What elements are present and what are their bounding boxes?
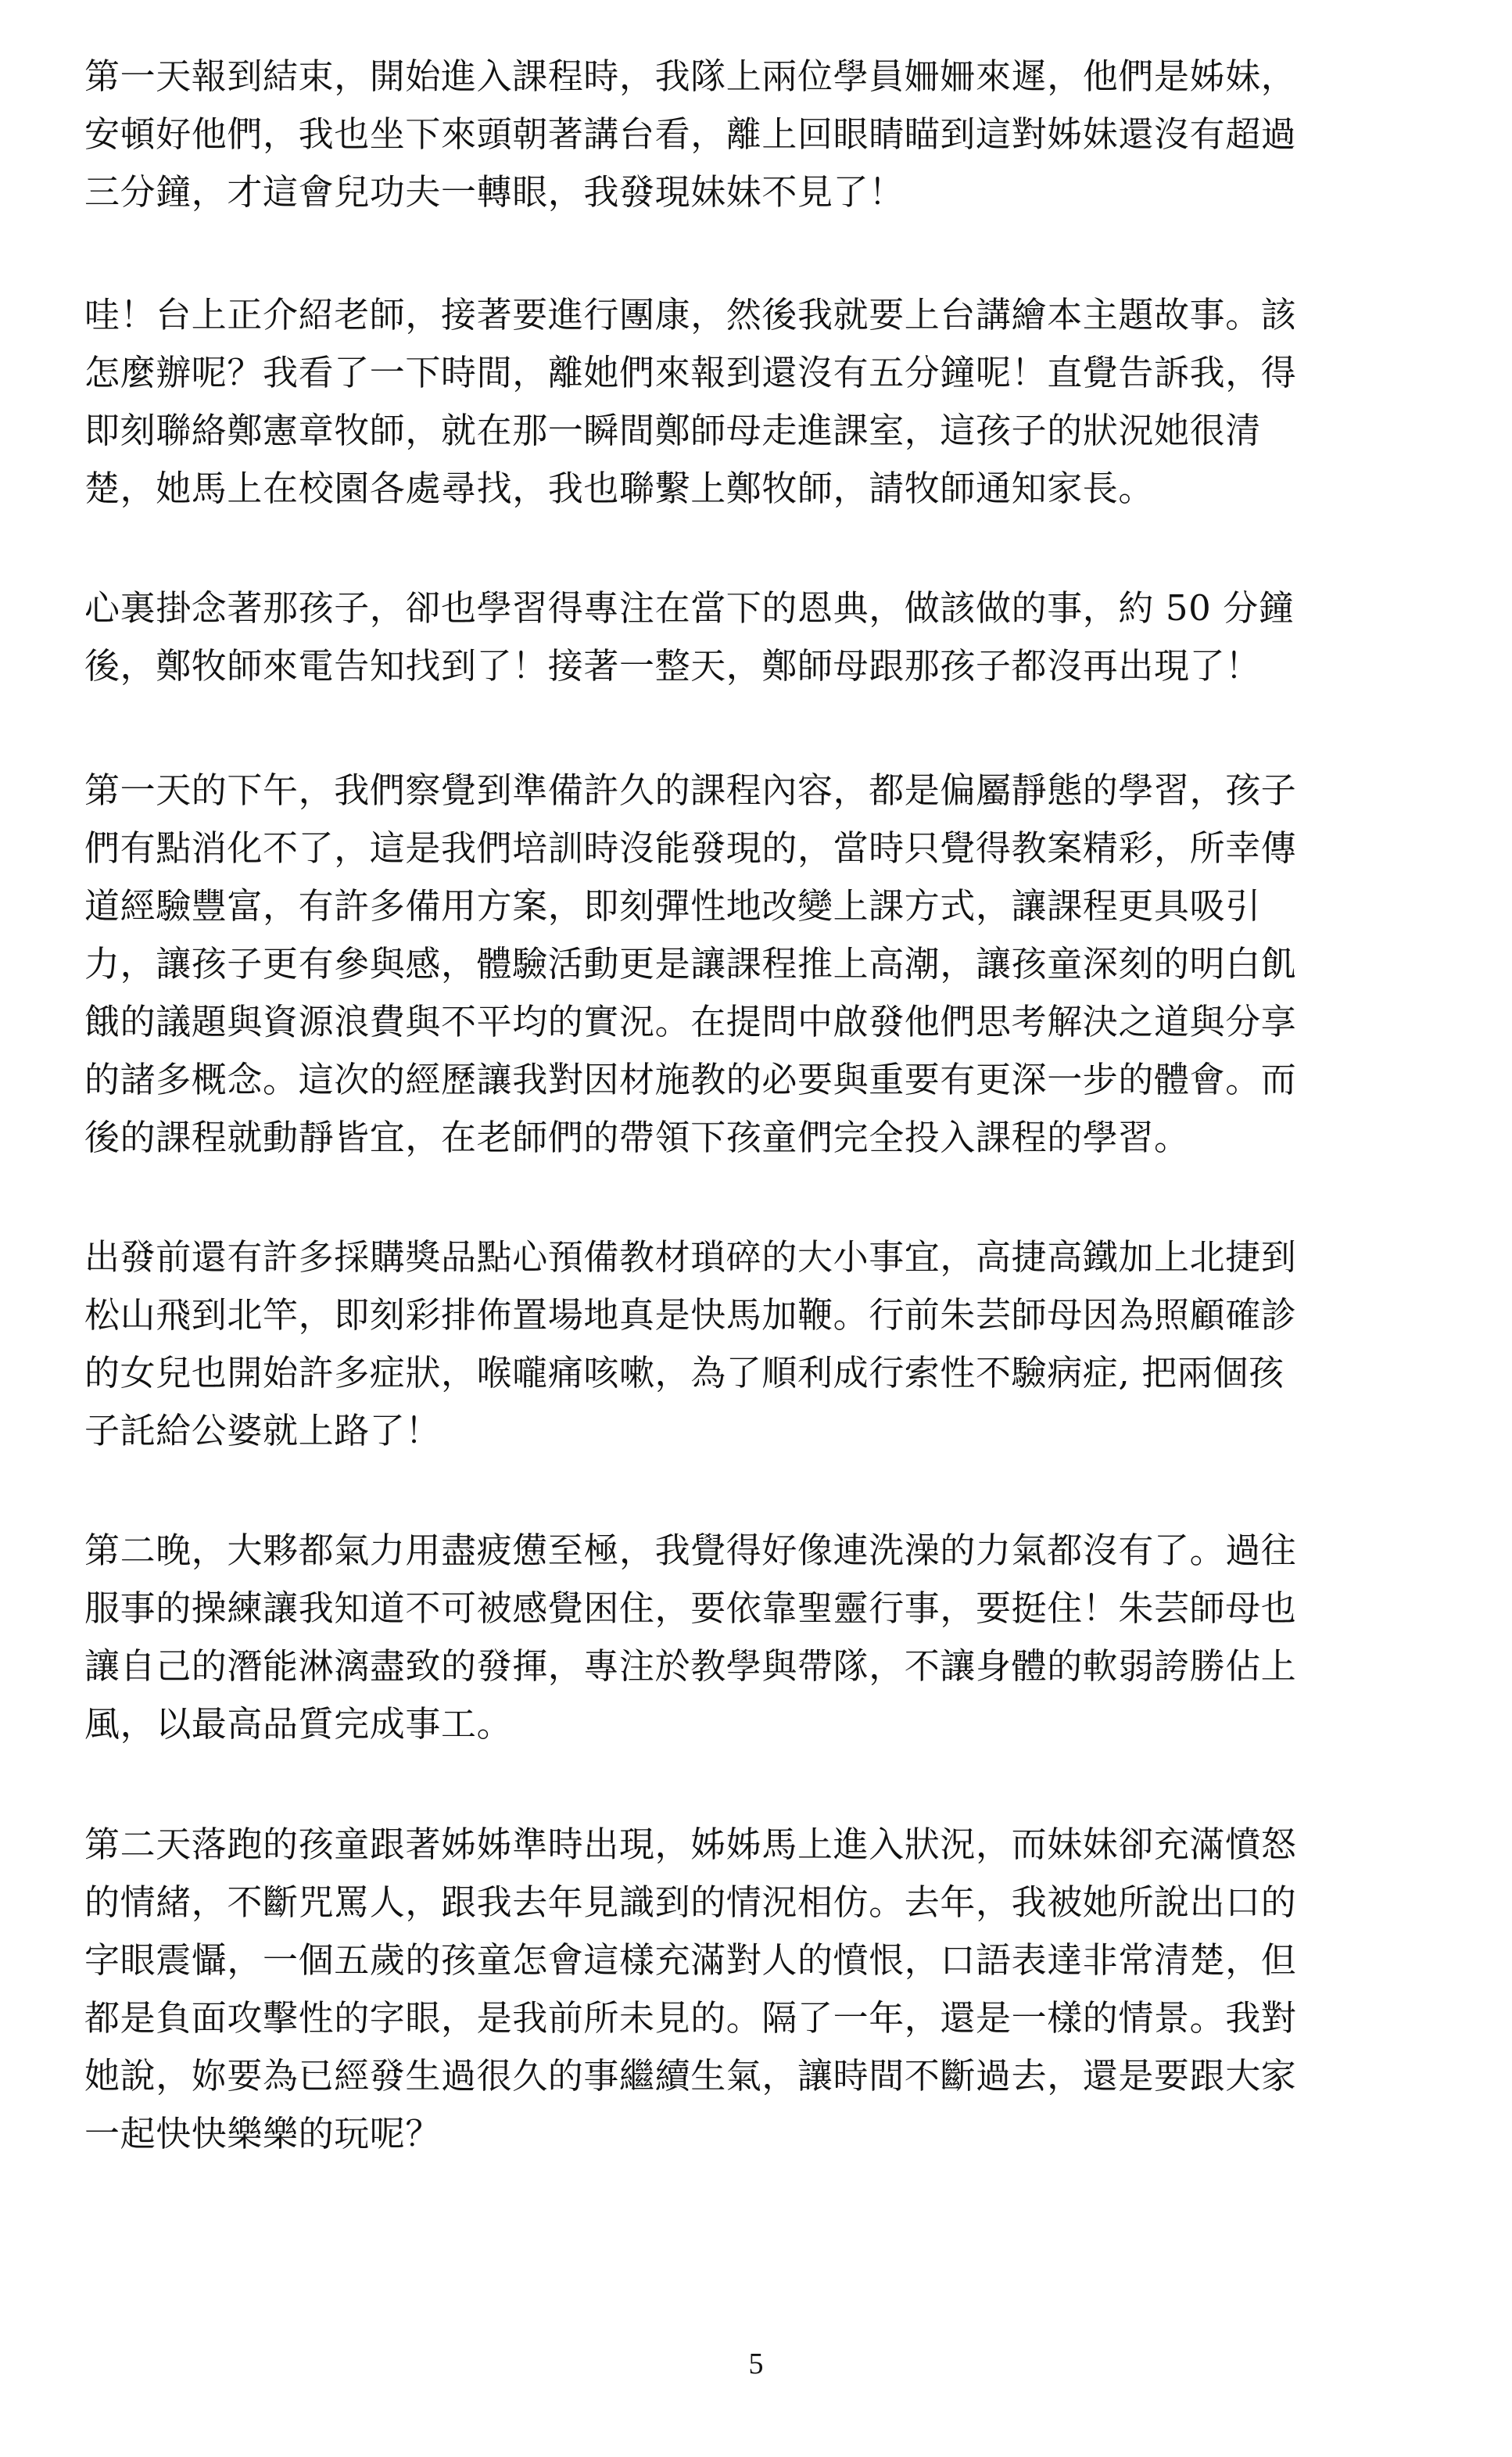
text-line: 三分鐘，才這會兒功夫一轉眼，我發現妹妹不見了！ (84, 171, 905, 213)
paragraph-2 (84, 286, 1426, 518)
text-line: 們有點消化不了，這是我們培訓時沒能發現的，當時只覺得教案精彩，所幸傳 (84, 827, 1297, 869)
paragraph-7 (84, 1816, 1426, 2163)
paragraph-6 (84, 1522, 1426, 1753)
text-line: 第一天的下午，我們察覺到準備許久的課程內容，都是偏屬靜態的學習，孩子 (84, 769, 1297, 811)
text-line: 楚，她馬上在校園各處尋找，我也聯繫上鄭牧師，請牧師通知家長。 (84, 468, 1155, 509)
text-line: 的情緒，不斷咒罵人，跟我去年見識到的情況相仿。去年，我被她所說出口的 (84, 1881, 1297, 1923)
text-line: 讓自己的潛能淋漓盡致的發揮，專注於教學與帶隊，不讓身體的軟弱誇勝佔上 (84, 1645, 1297, 1687)
text-line: 字眼震懾，一個五歲的孩童怎會這樣充滿對人的憤恨，口語表達非常清楚，但 (84, 1939, 1297, 1981)
text-line: 即刻聯絡鄭憲章牧師，就在那一瞬間鄭師母走進課室，這孩子的狀況她很清 (84, 410, 1261, 451)
text-line: 松山飛到北竿，即刻彩排佈置場地真是快馬加鞭。行前朱芸師母因為照顧確診 (84, 1294, 1297, 1336)
paragraph-3 (84, 579, 1426, 695)
text-line: 都是負面攻擊性的字眼，是我前所未見的。隔了一年，還是一樣的情景。我對 (84, 1997, 1297, 2039)
text-line: 餓的議題與資源浪費與不平均的實況。在提問中啟發他們思考解決之道與分享 (84, 1001, 1297, 1042)
text-line: 子託給公婆就上路了！ (84, 1410, 442, 1451)
text-line: 服事的操練讓我知道不可被感覺困住，要依靠聖靈行事，要挺住！朱芸師母也 (84, 1587, 1297, 1629)
text-line: 力，讓孩子更有參與感，體驗活動更是讓課程推上高潮，讓孩童深刻的明白飢 (84, 943, 1297, 985)
paragraph-4 (84, 762, 1426, 1167)
text-line: 的諸多概念。這次的經歷讓我對因材施教的必要與重要有更深一步的體會。而 (84, 1059, 1297, 1100)
text-line: 一起快快樂樂的玩呢？ (84, 2113, 442, 2154)
text-line: 她說，妳要為已經發生過很久的事繼續生氣，讓時間不斷過去，還是要跟大家 (84, 2055, 1297, 2097)
text-line: 安頓好他們，我也坐下來頭朝著講台看，離上回眼睛瞄到這對姊妹還沒有超過 (84, 113, 1297, 155)
paragraph-5 (84, 1228, 1426, 1460)
text-line: 第一天報到結束，開始進入課程時，我隊上兩位學員姍姍來遲，他們是姊妹， (84, 56, 1297, 97)
text-line: 後，鄭牧師來電告知找到了！接著一整天，鄭師母跟那孩子都沒再出現了！ (84, 645, 1261, 687)
text-line: 第二晚，大夥都氣力用盡疲憊至極，我覺得好像連洗澡的力氣都沒有了。過往 (84, 1530, 1297, 1571)
text-line: 心裏掛念著那孩子，卻也學習得專注在當下的恩典，做該做的事，約 50 分鐘 (84, 587, 1295, 629)
page-number: 5 (748, 2348, 764, 2380)
text-line: 的女兒也開始許多症狀，喉嚨痛咳嗽，為了順利成行索性不驗病症, 把兩個孩 (84, 1352, 1284, 1393)
text-line: 哇！台上正介紹老師，接著要進行團康，然後我就要上台講繪本主題故事。該 (84, 294, 1297, 335)
text-line: 後的課程就動靜皆宜，在老師們的帶領下孩童們完全投入課程的學習。 (84, 1117, 1190, 1158)
paragraph-1 (84, 48, 1426, 221)
text-line: 風，以最高品質完成事工。 (84, 1703, 513, 1745)
text-line: 出發前還有許多採購獎品點心預備教材瑣碎的大小事宜，高捷高鐵加上北捷到 (84, 1236, 1297, 1278)
text-line: 怎麼辦呢？我看了一下時間，離她們來報到還沒有五分鐘呢！直覺告訴我，得 (84, 352, 1297, 393)
text-line: 道經驗豐富，有許多備用方案，即刻彈性地改變上課方式，讓課程更具吸引 (84, 885, 1261, 927)
text-line: 第二天落跑的孩童跟著姊姊準時出現，姊姊馬上進入狀況，而妹妹卻充滿憤怒 (84, 1824, 1297, 1865)
